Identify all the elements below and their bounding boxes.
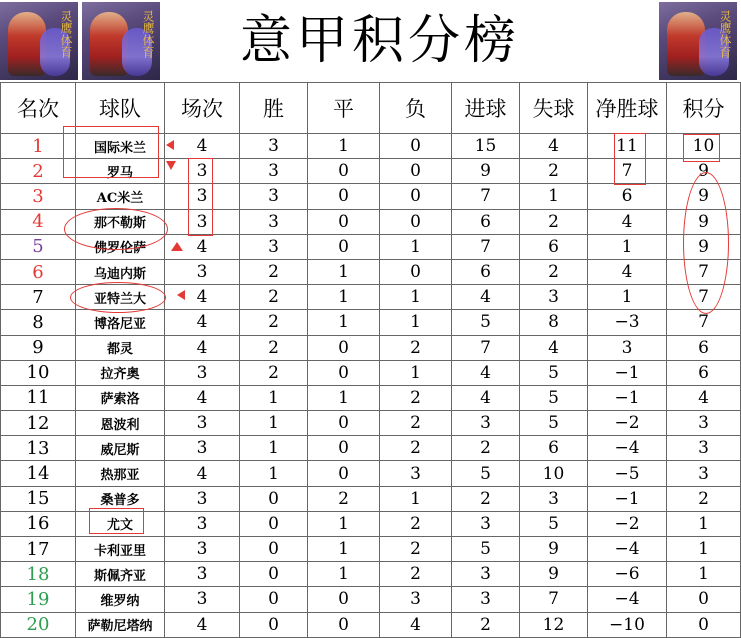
header-row: [1, 83, 741, 134]
cell-goals-against: 6: [520, 436, 588, 461]
cell-team: 都灵: [76, 335, 165, 360]
cell-points: 10: [667, 134, 741, 159]
cell-rank: 12: [1, 411, 76, 436]
cell-goals-against: 5: [520, 511, 588, 536]
cell-played: 3: [165, 587, 240, 612]
cell-goals-for: 9: [452, 159, 520, 184]
cell-losses: 1: [380, 234, 452, 259]
cell-goals-for: 7: [452, 184, 520, 209]
cell-draws: 1: [308, 385, 380, 410]
cell-losses: 2: [380, 411, 452, 436]
cell-rank: 4: [1, 209, 76, 234]
cell-goals-for: 3: [452, 587, 520, 612]
cell-goal-difference: −2: [588, 511, 667, 536]
cell-wins: 0: [240, 486, 308, 511]
cell-played: 3: [165, 436, 240, 461]
cell-rank: 17: [1, 537, 76, 562]
cell-team: 乌迪内斯: [76, 259, 165, 284]
table-row: [1, 234, 741, 259]
cell-losses: 2: [380, 562, 452, 587]
cell-losses: 2: [380, 385, 452, 410]
table-row: [1, 209, 741, 234]
cell-goals-against: 8: [520, 310, 588, 335]
header-team: 球队: [76, 83, 165, 134]
cell-goal-difference: −3: [588, 310, 667, 335]
cell-draws: 0: [308, 184, 380, 209]
cell-goals-against: 3: [520, 486, 588, 511]
cell-played: 3: [165, 411, 240, 436]
cell-points: 3: [667, 461, 741, 486]
cell-goals-for: 4: [452, 385, 520, 410]
cell-played: 4: [165, 285, 240, 310]
table-row: [1, 587, 741, 612]
cell-draws: 1: [308, 562, 380, 587]
cell-played: 3: [165, 562, 240, 587]
table-row: [1, 411, 741, 436]
cell-points: 1: [667, 511, 741, 536]
cell-rank: 14: [1, 461, 76, 486]
cell-draws: 0: [308, 335, 380, 360]
cell-losses: 0: [380, 134, 452, 159]
cell-team: 斯佩齐亚: [76, 562, 165, 587]
cell-goals-against: 5: [520, 360, 588, 385]
cell-rank: 7: [1, 285, 76, 310]
cell-draws: 1: [308, 511, 380, 536]
cell-draws: 0: [308, 209, 380, 234]
cell-rank: 5: [1, 234, 76, 259]
cell-team: 萨索洛: [76, 385, 165, 410]
cell-goals-for: 4: [452, 285, 520, 310]
arrow-left-icon: [166, 140, 174, 150]
cell-draws: 1: [308, 134, 380, 159]
cell-draws: 0: [308, 159, 380, 184]
cell-draws: 1: [308, 285, 380, 310]
cell-points: 6: [667, 360, 741, 385]
table-row: [1, 285, 741, 310]
cell-goal-difference: 4: [588, 209, 667, 234]
cell-wins: 0: [240, 587, 308, 612]
cell-played: 3: [165, 184, 240, 209]
cell-team: 博洛尼亚: [76, 310, 165, 335]
cell-goal-difference: −4: [588, 537, 667, 562]
cell-rank: 13: [1, 436, 76, 461]
cell-losses: 0: [380, 259, 452, 284]
cell-team: 恩波利: [76, 411, 165, 436]
cell-goal-difference: 6: [588, 184, 667, 209]
standings-table: [0, 82, 741, 638]
cell-goals-against: 1: [520, 184, 588, 209]
cell-points: 6: [667, 335, 741, 360]
cell-team: AC米兰: [76, 184, 165, 209]
cell-losses: 2: [380, 511, 452, 536]
cell-goals-for: 15: [452, 134, 520, 159]
cell-goals-against: 9: [520, 537, 588, 562]
cell-goals-against: 5: [520, 385, 588, 410]
cell-goals-against: 2: [520, 159, 588, 184]
cell-played: 3: [165, 486, 240, 511]
cell-losses: 3: [380, 587, 452, 612]
cell-goal-difference: −1: [588, 360, 667, 385]
cell-points: 1: [667, 562, 741, 587]
player-photo-left-1: 灵鹰体育: [0, 2, 78, 80]
cell-wins: 3: [240, 184, 308, 209]
cell-losses: 0: [380, 209, 452, 234]
cell-wins: 0: [240, 511, 308, 536]
table-row: [1, 537, 741, 562]
cell-played: 4: [165, 385, 240, 410]
cell-rank: 1: [1, 134, 76, 159]
cell-team: 那不勒斯: [76, 209, 165, 234]
cell-points: 9: [667, 184, 741, 209]
cell-team: 桑普多: [76, 486, 165, 511]
header-wins: 胜: [240, 83, 308, 134]
cell-losses: 2: [380, 537, 452, 562]
cell-rank: 9: [1, 335, 76, 360]
cell-goals-for: 3: [452, 562, 520, 587]
cell-played: 4: [165, 234, 240, 259]
cell-losses: 2: [380, 335, 452, 360]
table-row: [1, 511, 741, 536]
cell-losses: 3: [380, 461, 452, 486]
cell-points: 9: [667, 159, 741, 184]
cell-goal-difference: 7: [588, 159, 667, 184]
cell-goals-for: 2: [452, 612, 520, 637]
cell-goal-difference: 1: [588, 234, 667, 259]
cell-played: 4: [165, 461, 240, 486]
cell-wins: 2: [240, 259, 308, 284]
table-row: [1, 310, 741, 335]
cell-points: 9: [667, 234, 741, 259]
cell-team: 尤文: [76, 511, 165, 536]
cell-played: 4: [165, 134, 240, 159]
cell-wins: 1: [240, 385, 308, 410]
cell-points: 7: [667, 285, 741, 310]
cell-team: 拉齐奥: [76, 360, 165, 385]
cell-goals-against: 9: [520, 562, 588, 587]
cell-team: 热那亚: [76, 461, 165, 486]
cell-goals-against: 12: [520, 612, 588, 637]
table-row: [1, 461, 741, 486]
cell-rank: 18: [1, 562, 76, 587]
cell-losses: 0: [380, 184, 452, 209]
cell-rank: 3: [1, 184, 76, 209]
cell-goals-for: 5: [452, 461, 520, 486]
cell-played: 3: [165, 360, 240, 385]
cell-wins: 1: [240, 461, 308, 486]
cell-rank: 19: [1, 587, 76, 612]
cell-goals-for: 2: [452, 486, 520, 511]
cell-goals-for: 6: [452, 209, 520, 234]
cell-points: 1: [667, 537, 741, 562]
cell-played: 4: [165, 612, 240, 637]
cell-losses: 2: [380, 436, 452, 461]
player-photo-right: 灵鹰体育: [659, 2, 737, 80]
cell-team: 萨勒尼塔纳: [76, 612, 165, 637]
cell-goals-for: 4: [452, 360, 520, 385]
cell-wins: 3: [240, 234, 308, 259]
page-title: 意甲积分榜: [239, 11, 520, 71]
cell-team: 罗马: [76, 159, 165, 184]
cell-goal-difference: −5: [588, 461, 667, 486]
cell-rank: 16: [1, 511, 76, 536]
cell-losses: 1: [380, 486, 452, 511]
table-row: [1, 385, 741, 410]
cell-goal-difference: −4: [588, 436, 667, 461]
cell-goals-against: 7: [520, 587, 588, 612]
cell-points: 0: [667, 612, 741, 637]
cell-wins: 0: [240, 562, 308, 587]
cell-team: 亚特兰大: [76, 285, 165, 310]
cell-played: 3: [165, 209, 240, 234]
header-goals-against: 失球: [520, 83, 588, 134]
cell-draws: 1: [308, 259, 380, 284]
cell-goal-difference: 11: [588, 134, 667, 159]
cell-team: 威尼斯: [76, 436, 165, 461]
cell-goal-difference: −1: [588, 486, 667, 511]
cell-goal-difference: −2: [588, 411, 667, 436]
cell-points: 9: [667, 209, 741, 234]
cell-played: 4: [165, 310, 240, 335]
cell-goal-difference: 4: [588, 259, 667, 284]
cell-goals-for: 5: [452, 537, 520, 562]
cell-goals-against: 4: [520, 134, 588, 159]
cell-rank: 10: [1, 360, 76, 385]
cell-rank: 15: [1, 486, 76, 511]
cell-wins: 0: [240, 612, 308, 637]
cell-team: 佛罗伦萨: [76, 234, 165, 259]
table-row: [1, 259, 741, 284]
cell-team: 卡利亚里: [76, 537, 165, 562]
cell-draws: 0: [308, 461, 380, 486]
cell-draws: 0: [308, 360, 380, 385]
cell-goals-against: 5: [520, 411, 588, 436]
cell-losses: 1: [380, 360, 452, 385]
cell-wins: 1: [240, 411, 308, 436]
header-rank: 名次: [1, 83, 76, 134]
table-row: [1, 612, 741, 637]
table-row: [1, 562, 741, 587]
title-banner: [0, 0, 741, 83]
cell-points: 3: [667, 411, 741, 436]
cell-played: 4: [165, 335, 240, 360]
cell-points: 2: [667, 486, 741, 511]
cell-draws: 0: [308, 587, 380, 612]
cell-goals-against: 2: [520, 259, 588, 284]
cell-goal-difference: −6: [588, 562, 667, 587]
cell-wins: 3: [240, 134, 308, 159]
cell-points: 4: [667, 385, 741, 410]
table-row: [1, 184, 741, 209]
header-goal-difference: 净胜球: [588, 83, 667, 134]
cell-points: 0: [667, 587, 741, 612]
cell-losses: 4: [380, 612, 452, 637]
player-photo-left-2: 灵鹰体育: [82, 2, 160, 80]
cell-goals-for: 3: [452, 411, 520, 436]
arrow-down-icon: [166, 161, 176, 170]
cell-goals-against: 6: [520, 234, 588, 259]
cell-goals-for: 7: [452, 234, 520, 259]
cell-wins: 2: [240, 360, 308, 385]
cell-goals-for: 7: [452, 335, 520, 360]
cell-draws: 0: [308, 436, 380, 461]
cell-wins: 2: [240, 310, 308, 335]
cell-goals-for: 3: [452, 511, 520, 536]
table-row: [1, 159, 741, 184]
cell-played: 3: [165, 511, 240, 536]
cell-team: 国际米兰: [76, 134, 165, 159]
cell-rank: 8: [1, 310, 76, 335]
cell-goals-against: 3: [520, 285, 588, 310]
cell-points: 7: [667, 259, 741, 284]
table-row: [1, 134, 741, 159]
cell-wins: 3: [240, 159, 308, 184]
table-row: [1, 360, 741, 385]
cell-goals-against: 2: [520, 209, 588, 234]
table-row: [1, 486, 741, 511]
cell-draws: 1: [308, 310, 380, 335]
cell-wins: 3: [240, 209, 308, 234]
cell-played: 3: [165, 537, 240, 562]
cell-losses: 1: [380, 285, 452, 310]
arrow-left-icon-2: [177, 290, 185, 300]
header-draws: 平: [308, 83, 380, 134]
cell-rank: 6: [1, 259, 76, 284]
cell-goal-difference: 3: [588, 335, 667, 360]
cell-draws: 0: [308, 234, 380, 259]
arrow-up-icon: [171, 242, 183, 251]
cell-goal-difference: 1: [588, 285, 667, 310]
cell-draws: 2: [308, 486, 380, 511]
cell-draws: 1: [308, 537, 380, 562]
cell-wins: 0: [240, 537, 308, 562]
cell-wins: 2: [240, 285, 308, 310]
cell-played: 3: [165, 159, 240, 184]
cell-goals-for: 2: [452, 436, 520, 461]
cell-points: 3: [667, 436, 741, 461]
cell-goals-for: 5: [452, 310, 520, 335]
table-row: [1, 436, 741, 461]
cell-goals-for: 6: [452, 259, 520, 284]
cell-goals-against: 10: [520, 461, 588, 486]
header-points: 积分: [667, 83, 741, 134]
cell-goal-difference: −4: [588, 587, 667, 612]
cell-losses: 1: [380, 310, 452, 335]
cell-points: 7: [667, 310, 741, 335]
table-row: [1, 335, 741, 360]
cell-rank: 20: [1, 612, 76, 637]
cell-played: 3: [165, 259, 240, 284]
header-played: 场次: [165, 83, 240, 134]
cell-wins: 2: [240, 335, 308, 360]
cell-rank: 11: [1, 385, 76, 410]
header-goals-for: 进球: [452, 83, 520, 134]
cell-team: 维罗纳: [76, 587, 165, 612]
cell-rank: 2: [1, 159, 76, 184]
cell-draws: 0: [308, 411, 380, 436]
cell-goal-difference: −10: [588, 612, 667, 637]
cell-wins: 1: [240, 436, 308, 461]
cell-losses: 0: [380, 159, 452, 184]
cell-draws: 0: [308, 612, 380, 637]
header-losses: 负: [380, 83, 452, 134]
cell-goals-against: 4: [520, 335, 588, 360]
cell-goal-difference: −1: [588, 385, 667, 410]
